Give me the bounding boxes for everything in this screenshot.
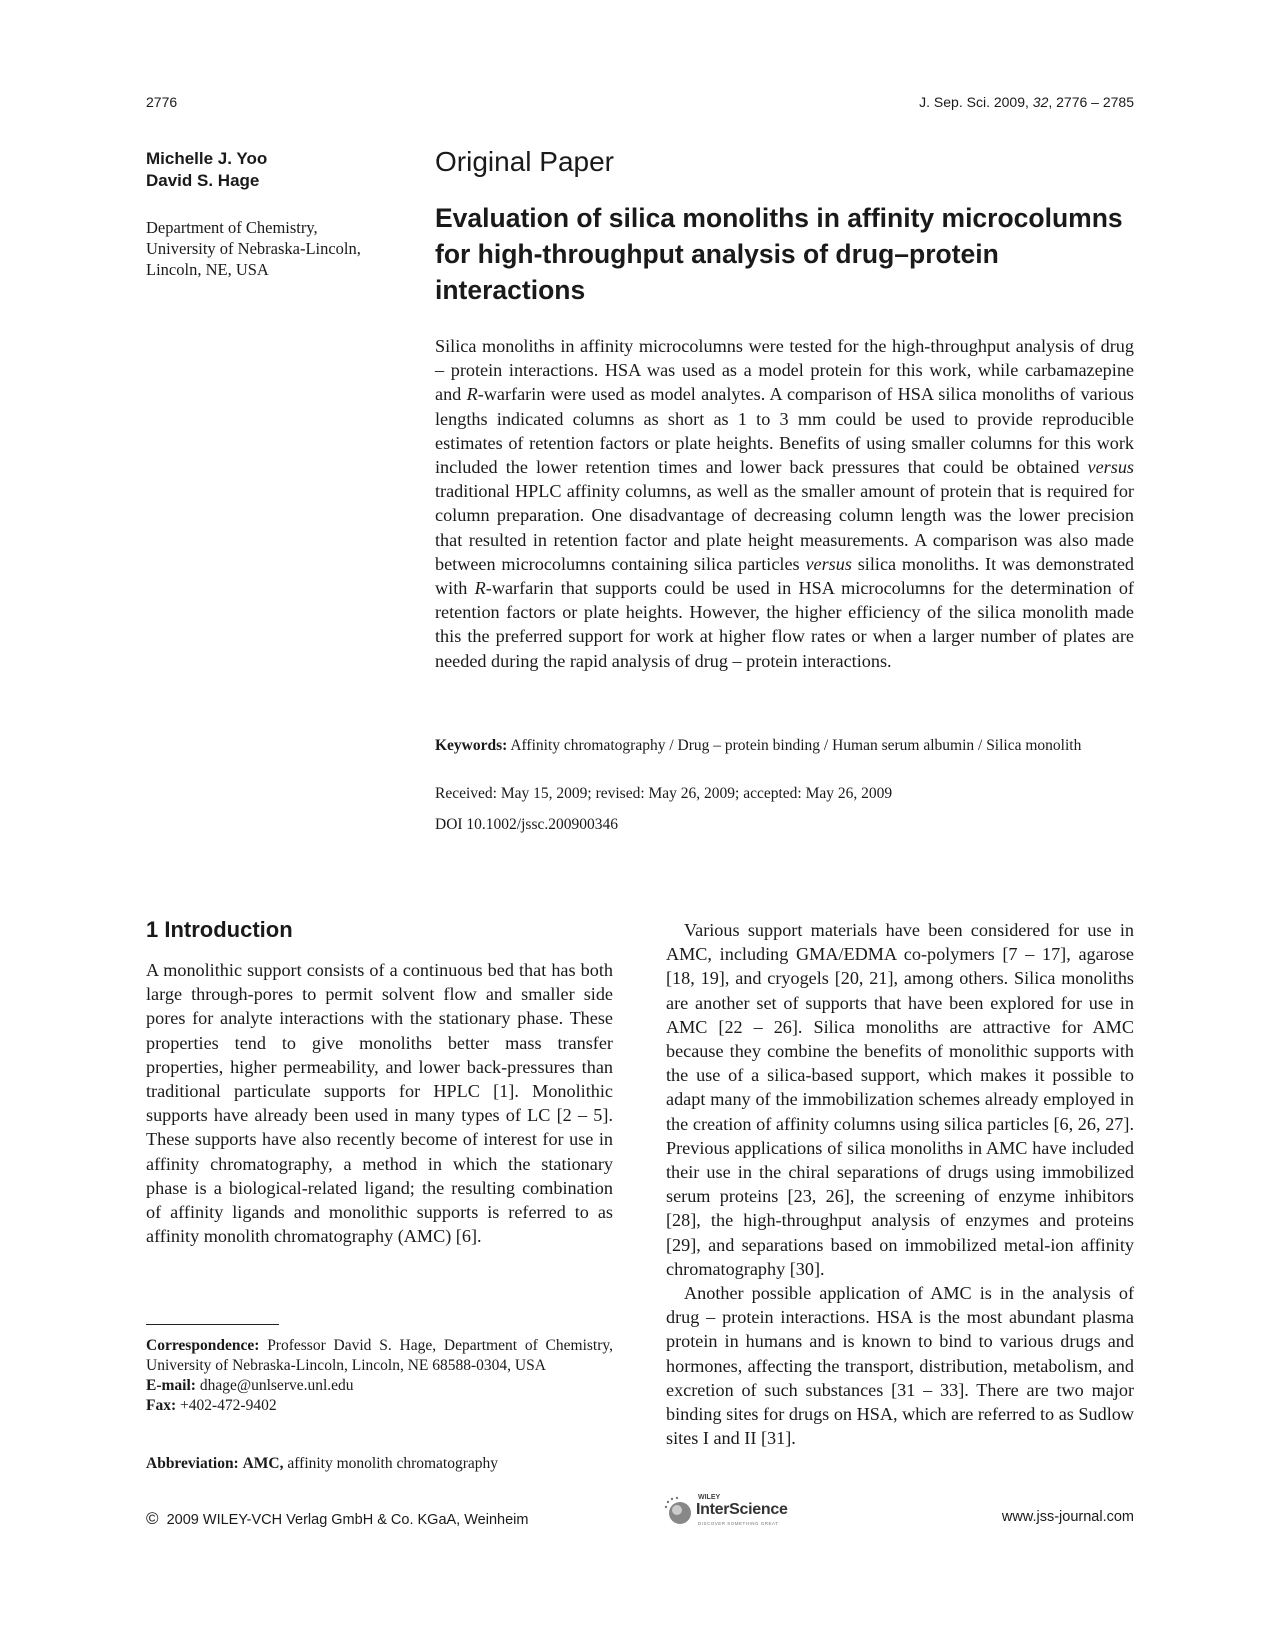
abstract-italic: versus [805, 553, 852, 574]
footnote-divider [146, 1324, 279, 1325]
correspondence-label: Correspondence: [146, 1337, 260, 1354]
affiliation-line: Lincoln, NE, USA [146, 260, 269, 279]
affiliation-line: University of Nebraska-Lincoln, [146, 239, 361, 258]
author-name: Michelle J. Yoo [146, 149, 268, 168]
email-link[interactable]: dhage@unlserve.unl.edu [199, 1377, 354, 1394]
author-name: David S. Hage [146, 171, 260, 190]
abstract-text: silica monoliths. It was demonstrated with [435, 553, 1134, 599]
abbreviation [146, 1454, 613, 1474]
paragraph: Another possible application of AMC is in the analysis of drug – protein interactions. HSA is the most abundant plasma protein in humans and is known to bind to various drugs and hormones, affecting the transport, distribution, metabolism, and excretion of such substances [31 – 33]. There are two major binding sites for drugs on HSA, which are referred to as Sudlow sites I and II [31]. [666, 1283, 1134, 1449]
affiliation [146, 217, 361, 280]
intro-left-column [146, 958, 613, 1248]
intro-right-column [666, 918, 1134, 1450]
paragraph: A monolithic support consists of a continuous bed that has both large through-pores to permit solvent flow and smaller side pores for analyte interactions with the stationary phase. These properties tend to give monoliths better mass transfer properties, higher permeability, and lower back-pressures than traditional particulate supports for HPLC [1]. Monolithic supports have already been used in many types of LC [2 – 5]. These supports have also recently become of interest for use in affinity chromatography, a method in which the stationary phase is a biological-related ligand; the resulting combination of affinity ligands and monolithic supports is referred to as affinity monolith chromatography (AMC) [6]. [146, 960, 613, 1247]
copyright [146, 1509, 528, 1529]
journal-ref-prefix: J. Sep. Sci. 2009, [919, 94, 1033, 110]
journal-url[interactable]: www.jss-journal.com [1001, 1509, 1134, 1525]
journal-reference [919, 94, 1134, 110]
copyright-text: 2009 WILEY-VCH Verlag GmbH & Co. KGaA, Weinheim [166, 1512, 529, 1528]
abstract [435, 334, 1134, 673]
correspondence-text: Professor David S. Hage, Department of Chemistry, University of Nebraska-Lincoln, Lincoln, NE 68588-0304, USA [146, 1337, 614, 1374]
received-dates: Received: May 15, 2009; revised: May 26, 2009; accepted: May 26, 2009 [435, 785, 893, 802]
email-label: E-mail: [146, 1377, 196, 1394]
paper-title: Evaluation of silica monoliths in affinity microcolumns for high-throughput analysis of drug–protein interactions [435, 203, 1123, 305]
abbreviation-text: affinity monolith chromatography [287, 1455, 499, 1472]
abstract-text: -warfarin were used as model analytes. A comparison of HSA silica monoliths of various lengths indicated columns as short as 1 to 3 mm could be used to provide reproducible estimates of retention factors or plate heights. Benefits of using smaller columns for this work included the lower retention times and lower back pressures that could be obtained [435, 384, 1134, 478]
abstract-text: Silica monoliths in affinity microcolumns were tested for the high-throughput analysis of drug – protein interactions. HSA was used as a model protein for this work, while carbamazepine and [435, 336, 1134, 405]
fax-number: +402-472-9402 [180, 1397, 277, 1414]
globe-icon [664, 1496, 694, 1528]
journal-pages: , 2776 – 2785 [1048, 94, 1134, 110]
copyright-icon: © [146, 1509, 159, 1528]
abstract-text: -warfarin that supports could be used in HSA microcolumns for the determination of retention factors or plate heights. However, the higher efficiency of the silica monolith made this the preferred support for work at higher flow rates or when a larger number of plates are needed during the rapid analysis of drug – protein interactions. [435, 578, 1134, 671]
keywords-text: Affinity chromatography / Drug – protein binding / Human serum albumin / Silica monolith [510, 737, 1082, 754]
page-number: 2776 [146, 94, 178, 110]
abstract-italic: R [466, 384, 478, 405]
affiliation-line: Department of Chemistry, [146, 218, 318, 237]
logo-tagline: DISCOVER SOMETHING GREAT [698, 1521, 779, 1526]
keywords-label: Keywords: [435, 737, 508, 754]
logo-interscience: InterScience [696, 1501, 788, 1518]
correspondence [146, 1336, 613, 1416]
doi[interactable]: DOI 10.1002/jssc.200900346 [435, 816, 618, 833]
abstract-text: traditional HPLC affinity columns, as well as the smaller amount of protein that is required for column preparation. One disadvantage of decreasing column length was the lower precision that resulted in retention factor and plate height measurements. A comparison was also made between microcolumns containing silica particles [435, 481, 1134, 574]
article-type: Original Paper [435, 146, 614, 177]
fax-label: Fax: [146, 1397, 177, 1414]
abbreviation-label: Abbreviation: [146, 1455, 239, 1472]
abstract-italic: R [474, 578, 486, 599]
logo-wiley: WILEY [698, 1494, 721, 1501]
paragraph: Various support materials have been considered for use in AMC, including GMA/EDMA co-polymers [7 – 17], agarose [18, 19], and cryogels [20, 21], among others. Silica monoliths are another set of supports that have been explored for use in AMC [22 – 26]. Silica monoliths are attractive for AMC because they combine the benefits of monolithic supports with the use of a silica-based support, which makes it possible to adapt many of the immobilization schemes already employed in the creation of affinity columns using silica particles [6, 26, 27]. Previous applications of silica monoliths in AMC have included their use in the chiral separations of drugs using immobilized serum proteins [23, 26], the screening of enzyme inhibitors [28], the high-throughput analysis of enzymes and proteins [29], and separations based on immobilized metal-ion affinity chromatography [30]. [666, 920, 1134, 1279]
abstract-italic: versus [1087, 457, 1134, 478]
author-list [146, 148, 267, 192]
abbreviation-term: AMC, [242, 1455, 284, 1472]
keywords [435, 736, 1134, 755]
journal-volume: 32 [1032, 94, 1049, 110]
wiley-interscience-logo [664, 1494, 814, 1530]
section-heading: 1 Introduction [146, 917, 293, 942]
